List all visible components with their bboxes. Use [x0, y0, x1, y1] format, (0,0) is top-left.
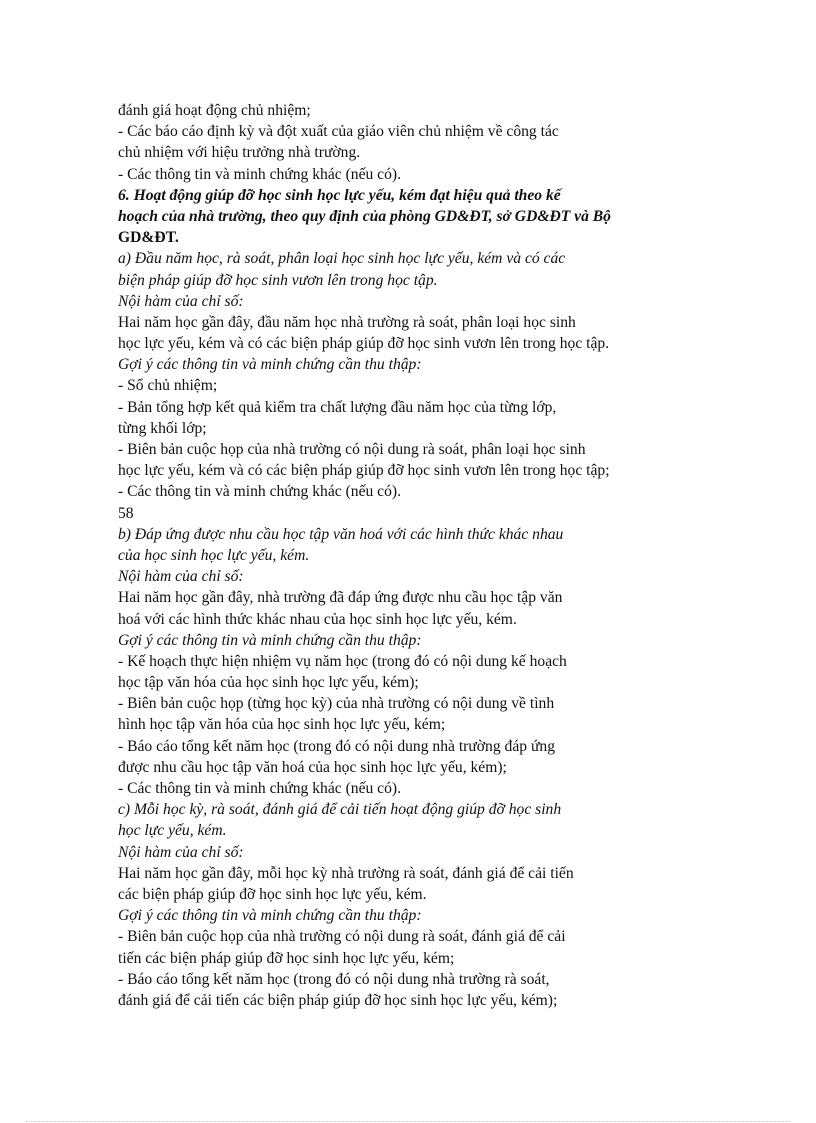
text-line: 58: [118, 504, 134, 522]
text-line: chủ nhiệm với hiệu trưởng nhà trường.: [118, 144, 361, 162]
text-line: của học sinh học lực yếu, kém.: [118, 546, 310, 564]
document-body: [118, 100, 738, 1011]
text-line: - Kế hoạch thực hiện nhiệm vụ năm học (trong đó có nội dung kế hoạch: [118, 652, 567, 670]
text-line: a) Đầu năm học, rà soát, phân loại học sinh học lực yếu, kém và có các: [118, 250, 566, 268]
text-line: học lực yếu, kém và có các biện pháp giúp đỡ học sinh vươn lên trong học tập.: [118, 335, 610, 353]
text-line: - Báo cáo tổng kết năm học (trong đó có nội dung nhà trường đáp ứng: [118, 737, 555, 755]
text-line: đánh giá hoạt động chủ nhiệm;: [118, 102, 311, 119]
text-line: Gợi ý các thông tin và minh chứng cần thu thập:: [118, 356, 422, 374]
text-line: - Bản tổng hợp kết quả kiểm tra chất lượng đầu năm học của từng lớp,: [118, 398, 557, 416]
text-line: - Các thông tin và minh chứng khác (nếu có).: [118, 483, 401, 501]
text-line: b) Đáp ứng được nhu cầu học tập văn hoá với các hình thức khác nhau: [118, 525, 564, 543]
text-line: - Các thông tin và minh chứng khác (nếu có).: [118, 780, 401, 797]
text-line: hoá với các hình thức khác nhau của học sinh học lực yếu, kém.: [118, 610, 517, 628]
text-line: - Biên bản cuộc họp (từng học kỳ) của nhà trường có nội dung về tình: [118, 695, 555, 713]
text-line: từng khối lớp;: [118, 419, 207, 437]
text-line: học lực yếu, kém.: [118, 822, 227, 840]
text-line: - Các thông tin và minh chứng khác (nếu có).: [118, 165, 401, 183]
text-line: biện pháp giúp đỡ học sinh vươn lên trong học tập.: [118, 271, 438, 289]
text-line: - Các báo cáo định kỳ và đột xuất của giáo viên chủ nhiệm về công tác: [118, 123, 559, 141]
text-line: học lực yếu, kém và có các biện pháp giúp đỡ học sinh vươn lên trong học tập;: [118, 462, 610, 480]
text-line: - Biên bản cuộc họp của nhà trường có nội dung rà soát, phân loại học sinh: [118, 441, 586, 458]
text-line: các biện pháp giúp đỡ học sinh học lực yếu, kém.: [118, 885, 427, 903]
text-line: Hai năm học gần đây, nhà trường đã đáp ứng được nhu cầu học tập văn: [118, 589, 563, 607]
text-line: Gợi ý các thông tin và minh chứng cần thu thập:: [118, 907, 422, 925]
text-line: được nhu cầu học tập văn hoá của học sinh học lực yếu, kém);: [118, 758, 507, 776]
text-line: học tập văn hóa của học sinh học lực yếu, kém);: [118, 674, 419, 692]
text-line: Gợi ý các thông tin và minh chứng cần thu thập:: [118, 631, 422, 649]
text-line: tiến các biện pháp giúp đỡ học sinh học lực yếu, kém;: [118, 949, 455, 967]
text-line: hình học tập văn hóa của học sinh học lực yếu, kém;: [118, 716, 446, 734]
text-line: Hai năm học gần đây, mỗi học kỳ nhà trường rà soát, đánh giá để cải tiến: [118, 864, 574, 882]
text-line: Hai năm học gần đây, đầu năm học nhà trường rà soát, phân loại học sinh: [118, 313, 576, 331]
text-line: Nội hàm của chỉ số:: [118, 568, 244, 586]
text-line: - Báo cáo tổng kết năm học (trong đó có nội dung nhà trường rà soát,: [118, 970, 550, 988]
page-bottom-divider: [26, 1121, 790, 1122]
text-line: Nội hàm của chỉ số:: [118, 843, 244, 861]
text-line: hoạch của nhà trường, theo quy định của phòng GD&ĐT, sở GD&ĐT và Bộ: [118, 207, 611, 225]
text-line: - Sổ chủ nhiệm;: [118, 377, 218, 395]
text-line: c) Mỗi học kỳ, rà soát, đánh giá để cải tiến hoạt động giúp đỡ học sinh: [118, 801, 562, 819]
text-line: GD&ĐT.: [118, 229, 179, 247]
text-line: - Biên bản cuộc họp của nhà trường có nội dung rà soát, đánh giá để cải: [118, 928, 566, 946]
text-line: Nội hàm của chỉ số:: [118, 292, 244, 310]
text-line: đánh giá để cải tiến các biện pháp giúp đỡ học sinh học lực yếu, kém);: [118, 991, 558, 1009]
text-line: 6. Hoạt động giúp đỡ học sinh học lực yếu, kém đạt hiệu quả theo kế: [118, 186, 561, 204]
